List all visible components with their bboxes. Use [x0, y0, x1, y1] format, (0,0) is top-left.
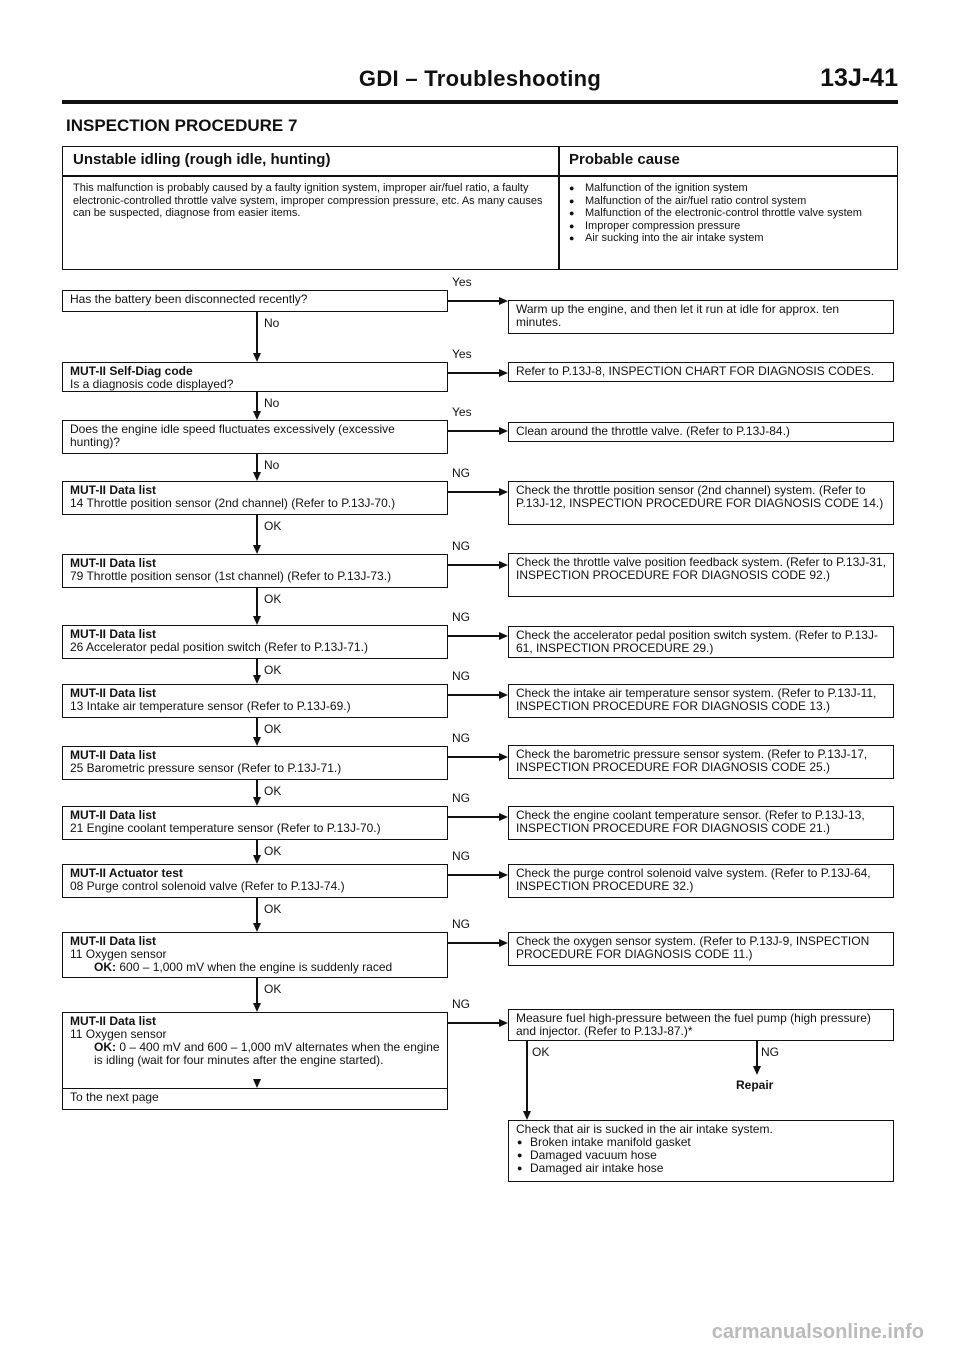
- question-box: [62, 746, 448, 780]
- flow-down-arrow: [253, 675, 261, 684]
- criteria-text: [70, 1041, 440, 1067]
- flow-down-line: [256, 392, 258, 412]
- flow-down-arrow: [253, 616, 261, 625]
- action-text: Check the throttle valve position feedback system. (Refer to P.13J-31, INSPECTION PROCEDURE FOR DIAGNOSIS CODE 92.): [516, 555, 886, 582]
- summary-column-divider: [558, 147, 560, 269]
- next-label: OK: [264, 982, 282, 996]
- next-page-text: To the next page: [70, 1090, 159, 1104]
- question-text: 21 Engine coolant temperature sensor (Refer to P.13J-70.): [70, 821, 381, 835]
- flow-down-line: [256, 454, 258, 473]
- question-title: MUT-II Data list: [70, 556, 157, 570]
- air-leak-check-list: [516, 1136, 886, 1175]
- flow-down-arrow: [253, 353, 261, 362]
- question-text: 79 Throttle position sensor (1st channel) (Refer to P.13J-73.): [70, 569, 392, 583]
- branch-arrow: [499, 488, 508, 496]
- watermark-text: carmanualsonline.info: [711, 1321, 924, 1343]
- question-box: [62, 554, 448, 588]
- action-text: Check the purge control solenoid valve system. (Refer to P.13J-64, INSPECTION PROCEDURE 32.): [516, 866, 871, 893]
- action-box: [508, 806, 894, 840]
- question-box: [62, 625, 448, 659]
- branch-arrow: [499, 939, 508, 947]
- summary-table: [62, 146, 898, 270]
- branch-line: [448, 816, 500, 818]
- criteria-label: OK:: [94, 1040, 116, 1054]
- probable-cause-list: [567, 182, 893, 245]
- branch-line: [448, 694, 500, 696]
- next-label: OK: [264, 844, 282, 858]
- criteria-label: OK:: [94, 960, 116, 974]
- action-text: Refer to P.13J-8, INSPECTION CHART FOR DIAGNOSIS CODES.: [516, 364, 875, 378]
- branch-arrow: [499, 369, 508, 377]
- question-text: 25 Barometric pressure sensor (Refer to P.13J-71.): [70, 761, 342, 775]
- header-rule: [62, 100, 898, 104]
- criteria-value: 0 – 400 mV and 600 – 1,000 mV alternates when the engine is idling (wait for four minutes after the engine started).: [94, 1040, 440, 1067]
- flow-down-arrow: [253, 737, 261, 746]
- question-box: [62, 864, 448, 898]
- branch-label: NG: [452, 731, 470, 745]
- question-box: [62, 806, 448, 840]
- cause-item: ● Malfunction of the electronic-control throttle valve system: [567, 207, 893, 220]
- action-box: [508, 481, 894, 525]
- branch-arrow: [499, 297, 508, 305]
- cause-item: ● Improper compression pressure: [567, 220, 893, 233]
- action-text: Check the intake air temperature sensor system. (Refer to P.13J-11, INSPECTION PROCEDURE FOR DIAGNOSIS CODE 13.): [516, 686, 877, 713]
- branch-label: NG: [452, 791, 470, 805]
- question-text: Is a diagnosis code displayed?: [70, 377, 234, 391]
- next-label: OK: [264, 902, 282, 916]
- branch-line: [448, 756, 500, 758]
- question-title: MUT-II Data list: [70, 748, 157, 762]
- question-box: [62, 420, 448, 454]
- action-text: Check the throttle position sensor (2nd channel) system. (Refer to P.13J-12, INSPECTION PROCEDURE FOR DIAGNOSIS CODE 14.): [516, 483, 884, 510]
- flow-down-line: [256, 978, 258, 1004]
- question-box: [62, 481, 448, 515]
- flow-down-line: [256, 312, 258, 354]
- branch-arrow: [499, 813, 508, 821]
- next-label: OK: [264, 592, 282, 606]
- flow-down-arrow: [253, 545, 261, 554]
- flow-down-line: [256, 898, 258, 924]
- next-label: OK: [264, 722, 282, 736]
- section-title: INSPECTION PROCEDURE 7: [66, 116, 298, 135]
- flow-down-line: [256, 780, 258, 798]
- action-box: [508, 745, 894, 779]
- next-label: OK: [264, 663, 282, 677]
- question-text: 11 Oxygen sensor: [70, 947, 167, 961]
- branch-label: Yes: [452, 405, 472, 419]
- question-title: MUT-II Data list: [70, 808, 157, 822]
- branch-line: [448, 300, 500, 302]
- flow-down-arrow: [253, 411, 261, 420]
- air-leak-check-title: Check that air is sucked in the air intake system.: [516, 1122, 773, 1136]
- branch-line: [448, 564, 500, 566]
- criteria-value: 600 – 1,000 mV when the engine is suddenly raced: [119, 960, 393, 974]
- question-text: 26 Accelerator pedal position switch (Refer to P.13J-71.): [70, 640, 368, 654]
- branch-line: [448, 372, 500, 374]
- branch-label: NG: [452, 997, 470, 1011]
- air-leak-check-item: ● Damaged air intake hose: [516, 1162, 886, 1175]
- question-text: Does the engine idle speed fluctuates excessively (excessive hunting)?: [70, 422, 395, 449]
- question-text: 14 Throttle position sensor (2nd channel) (Refer to P.13J-70.): [70, 496, 396, 510]
- cause-item: ● Malfunction of the air/fuel ratio control system: [567, 195, 893, 208]
- question-box: [62, 932, 448, 978]
- branch-label: NG: [452, 669, 470, 683]
- symptom-description: This malfunction is probably caused by a faulty ignition system, improper air/fuel ratio, a faulty electronic-controlled throttle valve system, improper compression pressure, etc. As many causes can be suspected, diagnose from easier items.: [73, 182, 543, 219]
- sub-ng-label: NG: [761, 1045, 779, 1059]
- branch-arrow: [499, 1019, 508, 1027]
- air-leak-check-box: [508, 1120, 894, 1182]
- next-label: No: [264, 396, 280, 410]
- question-title: MUT-II Data list: [70, 934, 157, 948]
- flow-down-arrow: [253, 923, 261, 932]
- flow-down-arrow: [253, 1003, 261, 1012]
- branch-label: Yes: [452, 275, 472, 289]
- cause-item: ● Air sucking into the air intake system: [567, 232, 893, 245]
- question-title: MUT-II Data list: [70, 686, 157, 700]
- action-box: [508, 553, 894, 597]
- branch-arrow: [499, 561, 508, 569]
- action-box: [508, 1009, 894, 1041]
- action-box: [508, 626, 894, 658]
- flow-down-line: [256, 588, 258, 617]
- question-title: MUT-II Data list: [70, 483, 157, 497]
- branch-line: [448, 430, 500, 432]
- sub-ng-arrow: [753, 1066, 761, 1075]
- branch-arrow: [499, 427, 508, 435]
- cause-item: ● Malfunction of the ignition system: [567, 182, 893, 195]
- air-leak-check-item: ● Broken intake manifold gasket: [516, 1136, 886, 1149]
- question-text: 13 Intake air temperature sensor (Refer to P.13J-69.): [70, 699, 351, 713]
- next-label: No: [264, 458, 280, 472]
- branch-line: [448, 874, 500, 876]
- question-title: MUT-II Data list: [70, 627, 157, 641]
- action-box: [508, 864, 894, 898]
- next-label: OK: [264, 519, 282, 533]
- action-text: Check the oxygen sensor system. (Refer to P.13J-9, INSPECTION PROCEDURE FOR DIAGNOSIS CODE 11.): [516, 934, 870, 961]
- probable-cause-title: Probable cause: [569, 151, 680, 168]
- question-title: MUT-II Self-Diag code: [70, 364, 193, 378]
- action-box: [508, 932, 894, 966]
- flow-down-line: [256, 515, 258, 546]
- action-box: [508, 422, 894, 442]
- action-text: Warm up the engine, and then let it run at idle for approx. ten minutes.: [516, 302, 840, 329]
- branch-line: [448, 942, 500, 944]
- action-box: [508, 362, 894, 382]
- branch-label: NG: [452, 466, 470, 480]
- branch-label: NG: [452, 917, 470, 931]
- branch-arrow: [499, 691, 508, 699]
- branch-arrow: [499, 753, 508, 761]
- page-number: 13J-41: [820, 64, 898, 92]
- sub-ok-line: [526, 1041, 528, 1112]
- flow-down-line: [256, 659, 258, 676]
- action-box: [508, 684, 894, 718]
- next-label: No: [264, 316, 280, 330]
- action-text: Clean around the throttle valve. (Refer to P.13J-84.): [516, 424, 790, 438]
- question-text: 11 Oxygen sensor: [70, 1027, 167, 1041]
- flow-down-line: [256, 718, 258, 738]
- summary-header-divider: [63, 175, 897, 177]
- question-text: Has the battery been disconnected recently?: [70, 292, 308, 306]
- question-box: [62, 290, 448, 312]
- branch-line: [448, 635, 500, 637]
- repair-label: Repair: [736, 1078, 774, 1092]
- action-text: Measure fuel high-pressure between the fuel pump (high pressure) and injector. (Refer to P.13J-87.)*: [516, 1011, 871, 1038]
- branch-line: [448, 491, 500, 493]
- sub-ng-line: [756, 1041, 758, 1067]
- sub-ok-label: OK: [532, 1045, 550, 1059]
- branch-line: [448, 1022, 500, 1024]
- action-text: Check the engine coolant temperature sensor. (Refer to P.13J-13, INSPECTION PROCEDURE FOR DIAGNOSIS CODE 21.): [516, 808, 865, 835]
- action-text: Check the accelerator pedal position switch system. (Refer to P.13J-61, INSPECTION PROCEDURE 29.): [516, 628, 878, 655]
- branch-label: NG: [452, 849, 470, 863]
- flow-down-line: [256, 840, 258, 856]
- branch-label: Yes: [452, 347, 472, 361]
- flow-down-arrow: [253, 797, 261, 806]
- flow-down-arrow: [253, 472, 261, 481]
- symptom-title: Unstable idling (rough idle, hunting): [73, 151, 331, 168]
- criteria-text: [70, 961, 440, 974]
- next-label: OK: [264, 784, 282, 798]
- question-text: 08 Purge control solenoid valve (Refer to P.13J-74.): [70, 879, 345, 893]
- air-leak-check-item: ● Damaged vacuum hose: [516, 1149, 886, 1162]
- branch-arrow: [499, 871, 508, 879]
- flow-down-arrow: [253, 1079, 261, 1088]
- next-page-box: [62, 1088, 448, 1110]
- question-title: MUT-II Actuator test: [70, 866, 183, 880]
- question-box: [62, 362, 448, 392]
- branch-label: NG: [452, 610, 470, 624]
- sub-ok-arrow: [523, 1111, 531, 1120]
- question-box: [62, 684, 448, 718]
- branch-arrow: [499, 632, 508, 640]
- page-header-title: GDI – Troubleshooting: [358, 66, 602, 91]
- action-text: Check the barometric pressure sensor system. (Refer to P.13J-17, INSPECTION PROCEDURE FOR DIAGNOSIS CODE 25.): [516, 747, 868, 774]
- flow-down-arrow: [253, 855, 261, 864]
- branch-label: NG: [452, 539, 470, 553]
- action-box: [508, 300, 894, 334]
- question-title: MUT-II Data list: [70, 1014, 157, 1028]
